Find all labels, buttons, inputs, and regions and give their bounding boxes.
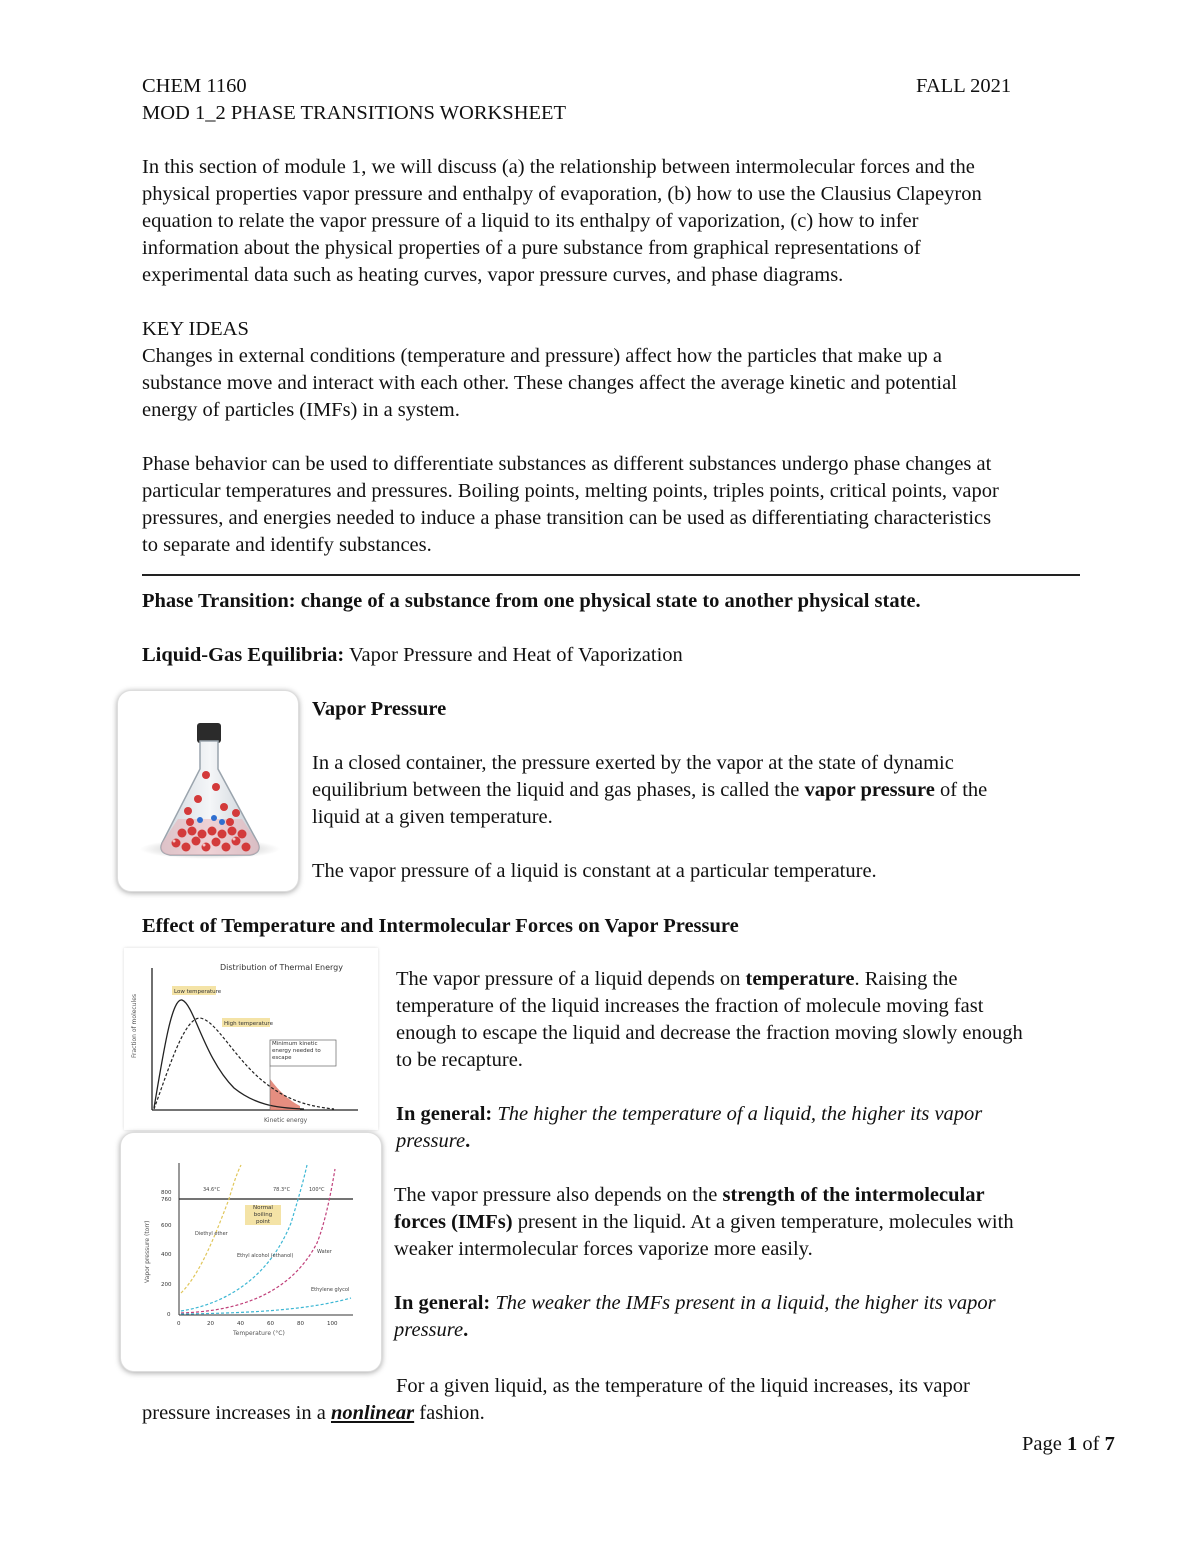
- thermal-energy-chart: [124, 948, 378, 1130]
- intro-line: equation to relate the vapor pressure of a liquid to its enthalpy of vaporization, (c) how to infer: [142, 210, 919, 232]
- worksheet-title: MOD 1_2 PHASE TRANSITIONS WORKSHEET: [142, 102, 567, 124]
- phase-transition-definition: Phase Transition: change of a substance from one physical state to another physical state.: [142, 590, 921, 612]
- liquid-gas-heading: [142, 642, 683, 669]
- rule-period: .: [465, 1130, 471, 1152]
- vapor-pressure-text: of the: [934, 779, 988, 801]
- rule-text: pressure: [396, 1130, 466, 1152]
- effect-text: fashion.: [414, 1402, 485, 1424]
- temperature-term: temperature: [745, 968, 855, 990]
- figure2-xlabel: Temperature (°C): [233, 1330, 285, 1337]
- figure1-title: Distribution of Thermal Energy: [220, 963, 343, 972]
- ytick: 0: [167, 1312, 171, 1318]
- general-rule-temperature: [396, 1128, 470, 1155]
- nonlinear-term: nonlinear: [330, 1402, 415, 1424]
- page-total: 7: [1104, 1433, 1115, 1455]
- imf-term: strength of the intermolecular: [722, 1184, 985, 1206]
- normal-bp-label: Normal boiling point: [253, 1205, 273, 1225]
- phase-behavior-line: Phase behavior can be used to differentiate substances as different substances undergo phase changes at: [142, 453, 992, 475]
- page-number: [1022, 1431, 1115, 1458]
- general-rule-imf: [394, 1317, 468, 1344]
- in-general-label: In general:: [394, 1292, 491, 1314]
- page-prefix: Page: [1022, 1433, 1067, 1455]
- xtick: 80: [297, 1321, 304, 1327]
- vapor-pressure-line: [312, 777, 987, 804]
- label-high-temp: High temperature: [224, 1021, 273, 1027]
- effect-text: The vapor pressure also depends on the: [394, 1184, 723, 1206]
- page-of: of: [1077, 1433, 1105, 1455]
- section-divider: [142, 574, 1080, 576]
- effect-heading: Effect of Temperature and Intermolecular Forces on Vapor Pressure: [142, 915, 739, 937]
- figure2-ylabel: Vapor pressure (torr): [144, 1220, 151, 1283]
- rule-text: The weaker the IMFs present in a liquid, the higher its vapor: [490, 1292, 996, 1314]
- curve-label: Water: [317, 1249, 332, 1255]
- vapor-pressure-chart: [121, 1133, 381, 1371]
- temperature-paragraph-line: enough to escape the liquid and decrease the fraction moving slowly enough: [396, 1022, 1023, 1044]
- page-current: 1: [1066, 1433, 1078, 1455]
- key-ideas-heading: KEY IDEAS: [142, 318, 249, 340]
- xtick: 60: [267, 1321, 274, 1327]
- in-general-label: In general:: [396, 1103, 493, 1125]
- ytick: 400: [161, 1252, 172, 1258]
- general-rule-imf: [394, 1290, 996, 1317]
- label-low-temp: Low temperature: [174, 989, 222, 995]
- flask-illustration: [118, 691, 298, 891]
- liquid-gas-text: Vapor Pressure and Heat of Vaporization: [344, 644, 683, 666]
- ytick: 760: [161, 1197, 172, 1203]
- effect-text: pressure increases in a: [142, 1402, 331, 1424]
- bp-label: 34.6°C: [203, 1187, 221, 1193]
- nonlinear-line: [142, 1400, 485, 1427]
- bp-label: 78.3°C: [273, 1187, 291, 1193]
- label-min-energy: Minimum kinetic energy needed to escape: [272, 1041, 321, 1061]
- intro-line: experimental data such as heating curves, vapor pressure curves, and phase diagrams.: [142, 264, 844, 286]
- key-ideas-line: Changes in external conditions (temperature and pressure) affect how the particles that make up a: [142, 345, 942, 367]
- ytick: 800: [161, 1190, 172, 1196]
- vapor-pressure-heading: Vapor Pressure: [312, 698, 447, 720]
- imf-paragraph-line: [394, 1182, 985, 1209]
- nonlinear-line: For a given liquid, as the temperature of the liquid increases, its vapor: [396, 1375, 970, 1397]
- figure1-ylabel: Fraction of molecules: [131, 993, 138, 1058]
- effect-text: present in the liquid. At a given temperature, molecules with: [512, 1211, 1014, 1233]
- intro-line: In this section of module 1, we will discuss (a) the relationship between intermolecular forces and the: [142, 156, 975, 178]
- imf-paragraph-line: [394, 1209, 1014, 1236]
- xtick: 40: [237, 1321, 244, 1327]
- figure1-xlabel: Kinetic energy: [264, 1117, 308, 1124]
- rule-text: pressure: [394, 1319, 464, 1341]
- phase-behavior-line: to separate and identify substances.: [142, 534, 432, 556]
- vapor-pressure-constant: The vapor pressure of a liquid is constant at a particular temperature.: [312, 860, 877, 882]
- vapor-pressure-text: equilibrium between the liquid and gas phases, is called the: [312, 779, 805, 801]
- temperature-paragraph-line: [396, 966, 958, 993]
- bp-label: 100°C: [309, 1187, 325, 1193]
- liquid-gas-label: Liquid-Gas Equilibria:: [142, 644, 345, 666]
- xtick: 100: [327, 1321, 338, 1327]
- temperature-paragraph-line: to be recapture.: [396, 1049, 523, 1071]
- intro-line: information about the physical properties of a pure substance from graphical representations of: [142, 237, 921, 259]
- flask-image: [117, 690, 299, 892]
- vapor-pressure-line: liquid at a given temperature.: [312, 806, 553, 828]
- xtick: 0: [177, 1321, 181, 1327]
- rule-text: The higher the temperature of a liquid, the higher its vapor: [492, 1103, 983, 1125]
- curve-label: Ethylene glycol: [311, 1287, 350, 1293]
- term: FALL 2021: [916, 75, 1012, 97]
- vapor-pressure-figure: [120, 1132, 382, 1372]
- imf-paragraph-line: weaker intermolecular forces vaporize more easily.: [394, 1238, 813, 1260]
- vapor-pressure-line: In a closed container, the pressure exerted by the vapor at the state of dynamic: [312, 752, 954, 774]
- effect-text: . Raising the: [854, 968, 958, 990]
- general-rule-temperature: [396, 1101, 982, 1128]
- key-ideas-line: substance move and interact with each other. These changes affect the average kinetic and potential: [142, 372, 957, 394]
- thermal-energy-figure: [124, 948, 378, 1130]
- vapor-pressure-term: vapor pressure: [804, 779, 935, 801]
- rule-period: .: [463, 1319, 469, 1341]
- ytick: 600: [161, 1223, 172, 1229]
- xtick: 20: [207, 1321, 214, 1327]
- ytick: 200: [161, 1282, 172, 1288]
- imf-term: forces (IMFs): [394, 1211, 513, 1233]
- curve-label: Ethyl alcohol (ethanol): [237, 1253, 294, 1259]
- key-ideas-line: energy of particles (IMFs) in a system.: [142, 399, 460, 421]
- curve-label: Diethyl ether: [195, 1231, 228, 1237]
- temperature-paragraph-line: temperature of the liquid increases the fraction of molecule moving fast: [396, 995, 984, 1017]
- phase-behavior-line: particular temperatures and pressures. Boiling points, melting points, triples points, critical points, vapor: [142, 480, 999, 502]
- intro-line: physical properties vapor pressure and enthalpy of evaporation, (b) how to use the Clausius Clapeyron: [142, 183, 982, 205]
- phase-behavior-line: pressures, and energies needed to induce a phase transition can be used as differentiating characteristics: [142, 507, 992, 529]
- effect-text: The vapor pressure of a liquid depends on: [396, 968, 746, 990]
- course-code: CHEM 1160: [142, 75, 247, 97]
